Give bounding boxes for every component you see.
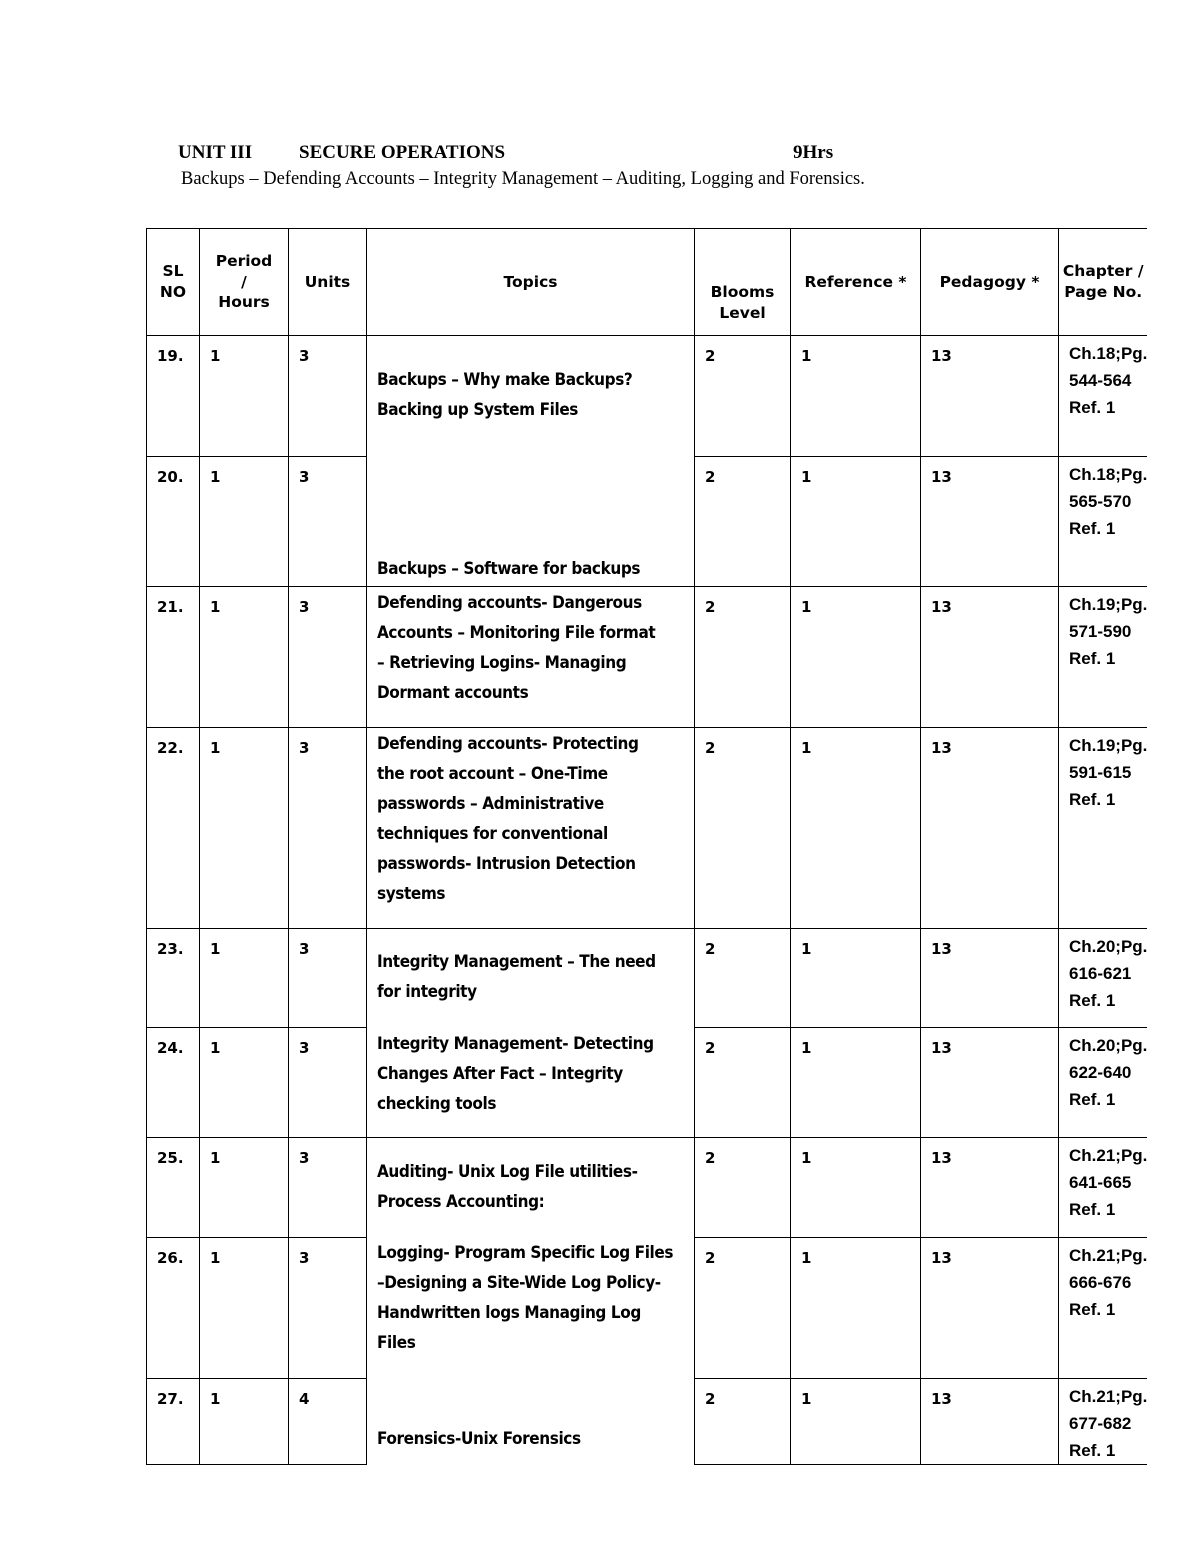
table-row <box>147 1238 1148 1379</box>
topic-line: Backups – Software for backups <box>377 558 641 579</box>
topic-line: –Designing a Site-Wide Log Policy- <box>377 1272 661 1293</box>
period-cell: 1 <box>200 1379 289 1465</box>
topic-cell <box>367 1379 695 1465</box>
chapter-line: Ch.21;Pg. <box>1069 1246 1148 1265</box>
topic-line: Logging- Program Specific Log Files <box>377 1242 674 1263</box>
blooms-level-cell: 2 <box>695 728 791 929</box>
header-row <box>147 229 1148 336</box>
topic-cell <box>367 1138 695 1238</box>
units-cell: 3 <box>289 1238 367 1379</box>
blooms-level-cell: 2 <box>695 1379 791 1465</box>
reference-cell: 1 <box>791 1379 921 1465</box>
table-row <box>147 336 1148 457</box>
period-cell: 1 <box>200 1138 289 1238</box>
chapter-line: Ch.19;Pg. <box>1069 736 1148 755</box>
topic-line: checking tools <box>377 1093 497 1114</box>
header-reference: Reference * <box>791 229 921 336</box>
pedagogy-cell: 13 <box>921 1238 1059 1379</box>
header-chapter-page: Chapter / Page No. <box>1059 229 1148 336</box>
chapter-page-cell <box>1059 457 1148 587</box>
chapter-line: Ref. 1 <box>1069 1300 1116 1319</box>
chapter-line: Ref. 1 <box>1069 1090 1116 1109</box>
chapter-line: Ch.20;Pg. <box>1069 1036 1148 1055</box>
chapter-line: Ch.18;Pg. <box>1069 344 1148 363</box>
reference-cell: 1 <box>791 457 921 587</box>
chapter-page-cell <box>1059 929 1148 1028</box>
sl-no-cell: 25. <box>147 1138 200 1238</box>
table-row <box>147 457 1148 587</box>
chapter-page-cell <box>1059 587 1148 728</box>
units-cell: 3 <box>289 1138 367 1238</box>
header-pedagogy: Pedagogy * <box>921 229 1059 336</box>
chapter-page-cell <box>1059 336 1148 457</box>
sl-no-cell: 23. <box>147 929 200 1028</box>
chapter-page-cell <box>1059 1379 1148 1465</box>
topic-line: techniques for conventional <box>377 824 608 844</box>
blooms-level-cell: 2 <box>695 457 791 587</box>
chapter-line: 544-564 <box>1069 371 1132 390</box>
period-cell: 1 <box>200 929 289 1028</box>
table-row <box>147 1379 1148 1465</box>
chapter-line: 666-676 <box>1069 1273 1132 1292</box>
unit-summary: Backups – Defending Accounts – Integrity Management – Auditing, Logging and Forensics. <box>181 169 865 189</box>
chapter-line: Ch.18;Pg. <box>1069 465 1148 484</box>
sl-no-cell: 20. <box>147 457 200 587</box>
reference-cell: 1 <box>791 728 921 929</box>
header-sl-no: SL NO <box>147 229 200 336</box>
units-cell: 3 <box>289 336 367 457</box>
blooms-level-cell: 2 <box>695 1238 791 1379</box>
chapter-page-cell <box>1059 1238 1148 1379</box>
reference-cell: 1 <box>791 1238 921 1379</box>
syllabus-table <box>146 228 1147 1465</box>
chapter-line: Ref. 1 <box>1069 519 1116 538</box>
chapter-line: 616-621 <box>1069 964 1132 983</box>
topic-line: for integrity <box>377 982 477 1002</box>
unit-title: SECURE OPERATIONS <box>299 142 506 163</box>
chapter-line: Ref. 1 <box>1069 1200 1116 1219</box>
chapter-line: Ch.20;Pg. <box>1069 937 1148 956</box>
period-cell: 1 <box>200 587 289 728</box>
topic-line: Defending accounts- Dangerous <box>377 593 642 613</box>
reference-cell: 1 <box>791 336 921 457</box>
chapter-line: Ch.21;Pg. <box>1069 1146 1148 1165</box>
topic-line: – Retrieving Logins- Managing <box>377 653 627 673</box>
chapter-line: 591-615 <box>1069 763 1132 782</box>
table-row <box>147 728 1148 929</box>
chapter-line: Ref. 1 <box>1069 1441 1116 1460</box>
topic-cell <box>367 457 695 587</box>
chapter-line: 641-665 <box>1069 1173 1132 1192</box>
topic-line: Accounts – Monitoring File format <box>377 623 656 643</box>
chapter-line: Ch.21;Pg. <box>1069 1387 1148 1406</box>
topic-line: Auditing- Unix Log File utilities- <box>377 1161 638 1182</box>
sl-no-cell: 19. <box>147 336 200 457</box>
pedagogy-cell: 13 <box>921 1028 1059 1138</box>
units-cell: 3 <box>289 1028 367 1138</box>
header-units: Units <box>289 229 367 336</box>
header-period-hours: Period / Hours <box>200 229 289 336</box>
pedagogy-cell: 13 <box>921 1138 1059 1238</box>
header-blooms-level: Blooms Level <box>695 229 791 336</box>
chapter-line: 677-682 <box>1069 1414 1132 1433</box>
period-cell: 1 <box>200 336 289 457</box>
pedagogy-cell: 13 <box>921 587 1059 728</box>
blooms-level-cell: 2 <box>695 929 791 1028</box>
chapter-line: 565-570 <box>1069 492 1132 511</box>
chapter-line: 571-590 <box>1069 622 1132 641</box>
topic-line: systems <box>377 884 446 904</box>
blooms-level-cell: 2 <box>695 336 791 457</box>
table-row <box>147 929 1148 1028</box>
topic-cell <box>367 1238 695 1379</box>
reference-cell: 1 <box>791 587 921 728</box>
chapter-line: 622-640 <box>1069 1063 1132 1082</box>
reference-cell: 1 <box>791 929 921 1028</box>
topic-line: passwords – Administrative <box>377 794 604 814</box>
chapter-page-cell <box>1059 1028 1148 1138</box>
topic-line: passwords- Intrusion Detection <box>377 854 636 874</box>
units-cell: 4 <box>289 1379 367 1465</box>
chapter-line: Ref. 1 <box>1069 991 1116 1010</box>
topic-line: Integrity Management – The need <box>377 952 656 972</box>
chapter-line: Ref. 1 <box>1069 790 1116 809</box>
pedagogy-cell: 13 <box>921 457 1059 587</box>
topic-line: Integrity Management- Detecting <box>377 1033 654 1054</box>
blooms-level-cell: 2 <box>695 1028 791 1138</box>
chapter-page-cell <box>1059 728 1148 929</box>
topic-cell <box>367 587 695 728</box>
topic-line: Files <box>377 1332 416 1353</box>
pedagogy-cell: 13 <box>921 1379 1059 1465</box>
chapter-line: Ref. 1 <box>1069 398 1116 417</box>
chapter-line: Ch.19;Pg. <box>1069 595 1148 614</box>
table-row <box>147 587 1148 728</box>
topic-cell <box>367 728 695 929</box>
topic-line: Defending accounts- Protecting <box>377 734 639 754</box>
pedagogy-cell: 13 <box>921 336 1059 457</box>
sl-no-cell: 26. <box>147 1238 200 1379</box>
reference-cell: 1 <box>791 1138 921 1238</box>
period-cell: 1 <box>200 1238 289 1379</box>
topic-line: Handwritten logs Managing Log <box>377 1302 641 1323</box>
topic-line: Process Accounting: <box>377 1191 545 1212</box>
topic-cell <box>367 336 695 457</box>
pedagogy-cell: 13 <box>921 728 1059 929</box>
units-cell: 3 <box>289 929 367 1028</box>
topic-line: Backing up System Files <box>377 400 579 420</box>
sl-no-cell: 24. <box>147 1028 200 1138</box>
topic-cell <box>367 1028 695 1138</box>
topic-line: Dormant accounts <box>377 683 529 703</box>
sl-no-cell: 22. <box>147 728 200 929</box>
units-cell: 3 <box>289 457 367 587</box>
sl-no-cell: 21. <box>147 587 200 728</box>
chapter-line: Ref. 1 <box>1069 649 1116 668</box>
unit-label: UNIT III <box>178 142 253 163</box>
units-cell: 3 <box>289 587 367 728</box>
topic-line: Forensics-Unix Forensics <box>377 1428 581 1449</box>
period-cell: 1 <box>200 1028 289 1138</box>
topic-cell <box>367 929 695 1028</box>
period-cell: 1 <box>200 728 289 929</box>
unit-hours: 9Hrs <box>793 142 834 163</box>
topic-line: Changes After Fact – Integrity <box>377 1063 623 1084</box>
reference-cell: 1 <box>791 1028 921 1138</box>
table-row <box>147 1138 1148 1238</box>
header-topics: Topics <box>367 229 695 336</box>
blooms-level-cell: 2 <box>695 1138 791 1238</box>
period-cell: 1 <box>200 457 289 587</box>
pedagogy-cell: 13 <box>921 929 1059 1028</box>
blooms-level-cell: 2 <box>695 587 791 728</box>
table-row <box>147 1028 1148 1138</box>
topic-line: Backups – Why make Backups? <box>377 370 633 390</box>
topic-line: the root account – One-Time <box>377 764 608 784</box>
units-cell: 3 <box>289 728 367 929</box>
sl-no-cell: 27. <box>147 1379 200 1465</box>
chapter-page-cell <box>1059 1138 1148 1238</box>
